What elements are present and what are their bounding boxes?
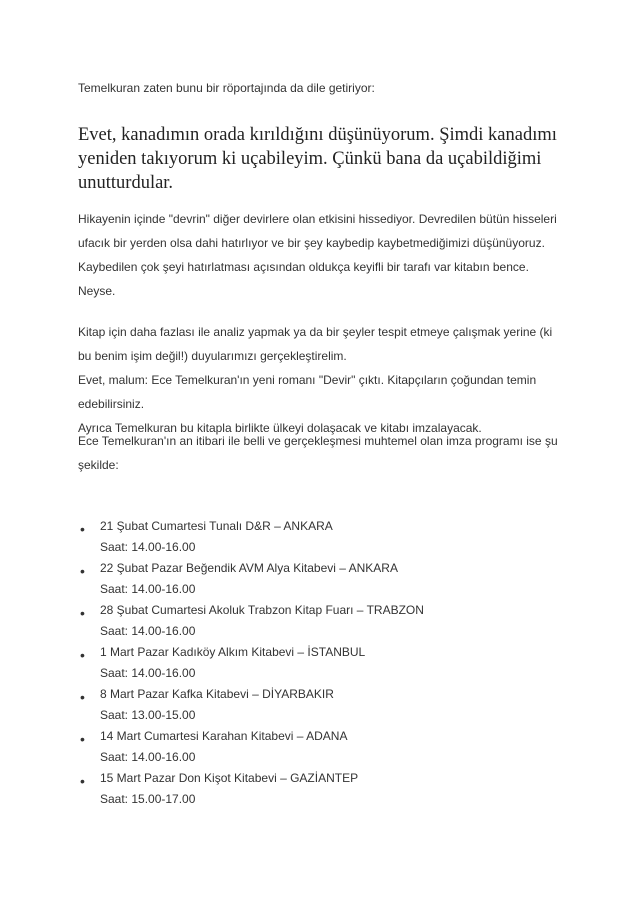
signing-schedule-list <box>78 516 568 810</box>
list-item <box>78 516 568 558</box>
list-item <box>78 642 568 684</box>
event-title: 14 Mart Cumartesi Karahan Kitabevi – ADANA <box>100 729 348 743</box>
event-time: Saat: 14.00-16.00 <box>100 582 196 596</box>
event-title: 15 Mart Pazar Don Kişot Kitabevi – GAZİANTEP <box>100 771 359 785</box>
bullet-icon: • <box>80 605 85 621</box>
event-title: 22 Şubat Pazar Beğendik AVM Alya Kitabevi – ANKARA <box>100 561 398 575</box>
paragraph-book-info-line-1: Kitap için daha fazlası ile analiz yapmak ya da bir şeyler tespit etmeye çalışmak yerine (ki bu benim işim değil!) duyularımızı gerçekleştirelim. <box>78 325 553 363</box>
event-title: 21 Şubat Cumartesi Tunalı D&R – ANKARA <box>100 519 333 533</box>
event-time: Saat: 15.00-17.00 <box>100 792 196 806</box>
paragraph-book-info <box>78 320 568 440</box>
block-quote: Evet, kanadımın orada kırıldığını düşünüyorum. Şimdi kanadımı yeniden takıyorum ki uçabileyim. Çünkü bana da uçabildiğimi unutturdular. <box>78 125 557 193</box>
bullet-icon: • <box>80 521 85 537</box>
event-time: Saat: 13.00-15.00 <box>100 708 196 722</box>
bullet-icon: • <box>80 647 85 663</box>
event-title: 28 Şubat Cumartesi Akoluk Trabzon Kitap Fuarı – TRABZON <box>100 603 424 617</box>
list-item <box>78 726 568 768</box>
bullet-icon: • <box>80 563 85 579</box>
list-item <box>78 768 568 810</box>
list-item <box>78 684 568 726</box>
bullet-icon: • <box>80 689 85 705</box>
event-time: Saat: 14.00-16.00 <box>100 666 196 680</box>
paragraph-schedule-intro: Ece Temelkuran'ın an itibari ile belli ve gerçekleşmesi muhtemel olan imza programı ise şu şekilde: <box>78 434 558 472</box>
event-title: 8 Mart Pazar Kafka Kitabevi – DİYARBAKIR <box>100 687 334 701</box>
event-title: 1 Mart Pazar Kadıköy Alkım Kitabevi – İSTANBUL <box>100 645 366 659</box>
paragraph-book-info-line-3: Ayrıca Temelkuran bu kitapla birlikte ülkeyi dolaşacak ve kitabı imzalayacak. <box>78 421 482 435</box>
intro-text: Temelkuran zaten bunu bir röportajında da dile getiriyor: <box>78 81 375 95</box>
list-item <box>78 558 568 600</box>
event-time: Saat: 14.00-16.00 <box>100 624 196 638</box>
paragraph-book-info-line-2: Evet, malum: Ece Temelkuran'ın yeni romanı "Devir" çıktı. Kitapçıların çoğundan temin edebilirsiniz. <box>78 373 537 411</box>
bullet-icon: • <box>80 731 85 747</box>
paragraph-story: Hikayenin içinde "devrin" diğer devirlere olan etkisini hissediyor. Devredilen bütün hisseleri ufacık bir yerden olsa dahi hatırlıyor ve bir şey kaybedip kaybetmediğimizi düşünüyoruz. Kaybedilen çok şeyi hatırlatması açısından oldukça keyifli bir tarafı var kitabın bence. Neyse. <box>78 212 557 298</box>
list-item <box>78 600 568 642</box>
bullet-icon: • <box>80 773 85 789</box>
event-time: Saat: 14.00-16.00 <box>100 750 196 764</box>
event-time: Saat: 14.00-16.00 <box>100 540 196 554</box>
